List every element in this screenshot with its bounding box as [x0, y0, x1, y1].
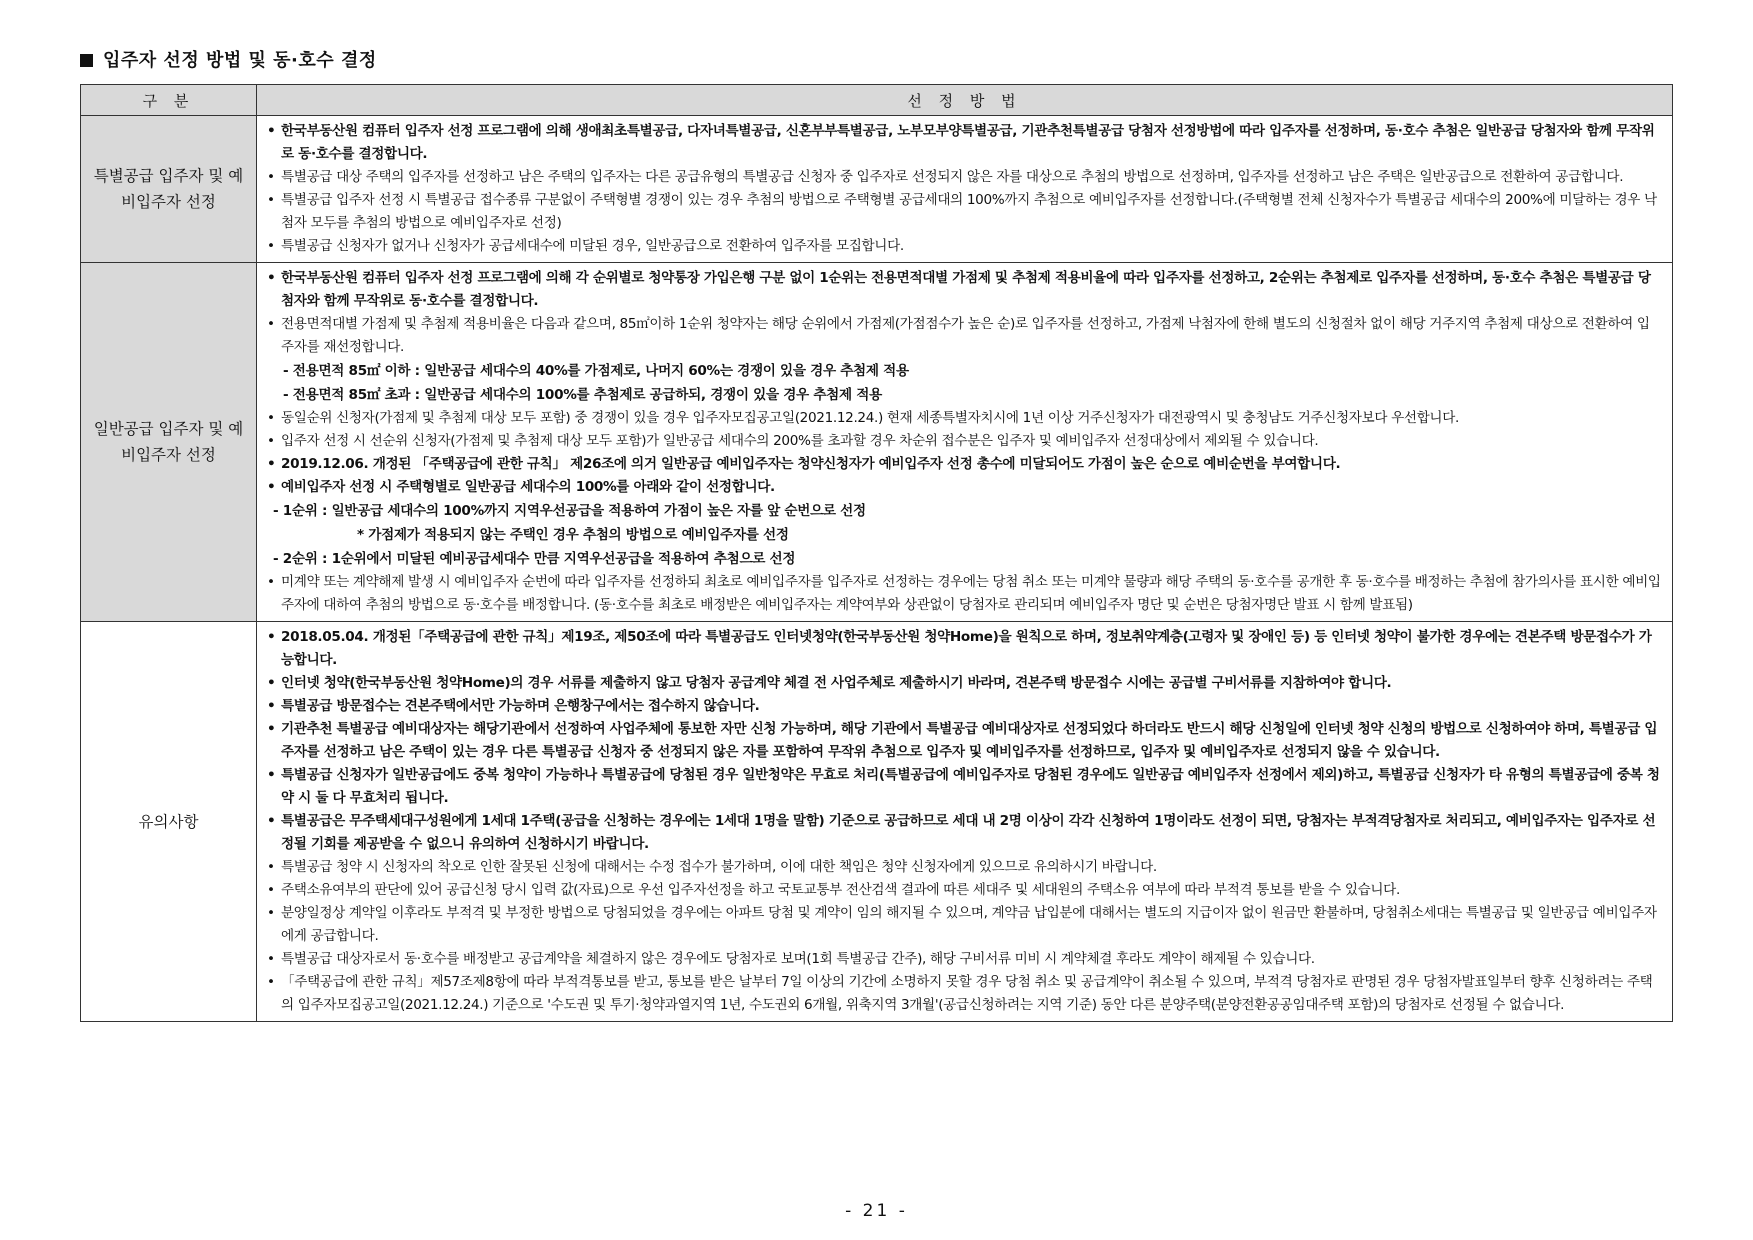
bullet-icon: •: [267, 270, 276, 286]
table-row: [81, 263, 1673, 622]
bullet-icon: •: [267, 629, 276, 645]
selection-method-table: [80, 84, 1673, 1022]
list-item: • 특별공급은 무주택세대구성원에게 1세대 1주택(공급을 신청하는 경우에는 1세대 1명을 말함) 기준으로 공급하므로 세대 내 2명 이상이 각각 신청하여 1명이라도 선정이 되면, 당첨자는 부적격당첨자로 처리되고, 예비입주자는 입주자로 선정될 기회를 제공받을 수 없으니 유의하여 신청하시기 바랍니다.: [267, 810, 1662, 856]
list-item: • 인터넷 청약(한국부동산원 청약Home)의 경우 서류를 제출하지 않고 당첨자 공급계약 체결 전 사업주체로 제출하시기 바라며, 견본주택 방문접수 시에는 공급별 구비서류를 지참하여야 합니다.: [267, 672, 1662, 695]
list-item: • 「주택공급에 관한 규칙」제57조제8항에 따라 부적격통보를 받고, 통보를 받은 날부터 7일 이상의 기간에 소명하지 못할 경우 당첨 취소 및 공급계약이 취소될 수 있으며, 부적격 당첨자로 판명된 경우 당첨자발표일부터 향후 신청하려는 주택의 입주자모집공고일(2021.12.24.) 기준으로 '수도권 및 투기·청약과열지역 1년, 수도권외 6개월, 위축지역 3개월'(공급신청하려는 지역 기준) 동안 다른 분양주택(분양전환공공임대주택 포함)의 당첨자로 선정될 수 없습니다.: [267, 971, 1662, 1017]
list-item: • 특별공급 방문접수는 견본주택에서만 가능하며 은행창구에서는 접수하지 않습니다.: [267, 695, 1662, 718]
bullet-icon: •: [267, 316, 275, 332]
header-category: 구 분: [81, 85, 257, 116]
list-item: • 주택소유여부의 판단에 있어 공급신청 당시 입력 값(자료)으로 우선 입주자선정을 하고 국토교통부 전산검색 결과에 따른 세대주 및 세대원의 주택소유 여부에 따라 부적격 통보를 받을 수 있습니다.: [267, 879, 1662, 902]
bullet-icon: •: [267, 479, 276, 495]
list-item: • 특별공급 신청자가 일반공급에도 중복 청약이 가능하나 특별공급에 당첨된 경우 일반청약은 무효로 처리(특별공급에 예비입주자로 당첨된 경우에도 일반공급 예비입주자 선정에서 제외)하고, 특별공급 신청자가 타 유형의 특별공급에 중복 청약 시 둘 다 무효처리 됩니다.: [267, 764, 1662, 810]
bullet-icon: •: [267, 974, 275, 990]
list-item: • 분양일정상 계약일 이후라도 부적격 및 부정한 방법으로 당첨되었을 경우에는 아파트 당첨 및 계약이 임의 해지될 수 있으며, 계약금 납입분에 대해서는 별도의 지급이자 없이 원금만 환불하며, 당첨취소세대는 특별공급 및 일반공급 예비입주자에게 공급합니다.: [267, 902, 1662, 948]
bullet-icon: •: [267, 433, 275, 449]
list-item: • 특별공급 대상자로서 동·호수를 배정받고 공급계약을 체결하지 않은 경우에도 당첨자로 보며(1회 특별공급 간주), 해당 구비서류 미비 시 계약체결 후라도 계약이 해제될 수 있습니다.: [267, 948, 1662, 971]
table-header-row: [81, 85, 1673, 116]
page-number: - 21 -: [845, 1201, 908, 1221]
list-item: • 특별공급 신청자가 없거나 신청자가 공급세대수에 미달된 경우, 일반공급으로 전환하여 입주자를 모집합니다.: [267, 235, 1662, 258]
list-item: • 미계약 또는 계약해제 발생 시 예비입주자 순번에 따라 입주자를 선정하되 최초로 예비입주자를 입주자로 선정하는 경우에는 당첨 취소 또는 미계약 물량과 해당 주택의 동·호수를 공개한 후 동·호수를 배정하는 추첨에 참가의사를 표시한 예비입주자에 대하여 추첨의 방법으로 동·호수를 배정합니다. (동·호수를 최초로 배정받은 예비입주자는 계약여부와 상관없이 당첨자로 관리되며 예비입주자 명단 및 순번은 당첨자명단 발표 시 함께 발표됨): [267, 571, 1662, 617]
bullet-icon: •: [267, 192, 275, 208]
sub-item: - 전용면적 85㎡ 이하 : 일반공급 세대수의 40%를 가점제로, 나머지 60%는 경쟁이 있을 경우 추첨제 적용: [283, 363, 909, 379]
row-category: 일반공급 입주자 및 예비입주자 선정: [81, 263, 257, 622]
list-item: • 예비입주자 선정 시 주택형별로 일반공급 세대수의 100%를 아래와 같이 선정합니다.: [267, 476, 1662, 499]
list-item: • 기관추천 특별공급 예비대상자는 해당기관에서 선정하여 사업주체에 통보한 자만 신청 가능하며, 해당 기관에서 특별공급 예비대상자로 선정되었다 하더라도 반드시 해당 신청일에 인터넷 청약 신청의 방법으로 신청하여야 하며, 특별공급 입주자를 선정하고 남은 주택이 있는 경우 다른 특별공급 신청자 중 선정되지 않은 자를 포함하여 무작위 추첨으로 입주자 및 예비입주자를 선정하므로, 입주자 및 예비입주자로 선정되지 않을 수 있습니다.: [267, 718, 1662, 764]
row-category: 특별공급 입주자 및 예비입주자 선정: [81, 116, 257, 263]
bullet-icon: •: [267, 456, 276, 472]
bullet-icon: •: [267, 721, 276, 737]
section-title: 입주자 선정 방법 및 동·호수 결정: [80, 46, 377, 72]
table-row: [81, 622, 1673, 1022]
list-item: • 특별공급 대상 주택의 입주자를 선정하고 남은 주택의 입주자는 다른 공급유형의 특별공급 신청자 중 입주자로 선정되지 않은 자를 대상으로 추첨의 방법으로 선정하며, 입주자를 선정하고 남은 주택은 일반공급으로 전환하여 공급합니다.: [267, 166, 1662, 189]
bullet-icon: •: [267, 882, 275, 898]
list-item: • 동일순위 신청자(가점제 및 추첨제 대상 모두 포함) 중 경쟁이 있을 경우 입주자모집공고일(2021.12.24.) 현재 세종특별자치시에 1년 이상 거주신청자가 대전광역시 및 충청남도 거주신청자보다 우선합니다.: [267, 407, 1662, 430]
bullet-icon: •: [267, 675, 276, 691]
bullet-icon: •: [267, 951, 275, 967]
list-item: • 특별공급 입주자 선정 시 특별공급 접수종류 구분없이 주택형별 경쟁이 있는 경우 추첨의 방법으로 주택형별 공급세대의 100%까지 추첨으로 예비입주자를 선정합니다.(주택형별 전체 신청자수가 특별공급 세대수의 200%에 미달하는 경우 낙첨자 모두를 추첨의 방법으로 예비입주자로 선정): [267, 189, 1662, 235]
row-content: [257, 263, 1673, 622]
bullet-icon: •: [267, 169, 275, 185]
row-category: 유의사항: [81, 622, 257, 1022]
bullet-icon: •: [267, 410, 275, 426]
list-item: • 2019.12.06. 개정된 「주택공급에 관한 규칙」 제26조에 의거 일반공급 예비입주자는 청약신청자가 예비입주자 선정 총수에 미달되어도 가점이 높은 순으로 예비순번을 부여합니다.: [267, 453, 1662, 476]
bullet-icon: •: [267, 123, 276, 139]
bullet-icon: •: [267, 905, 275, 921]
list-item: • 한국부동산원 컴퓨터 입주자 선정 프로그램에 의해 각 순위별로 청약통장 가입은행 구분 없이 1순위는 전용면적대별 가점제 및 추첨제 적용비율에 따라 입주자를 선정하고, 2순위는 추첨제로 입주자를 선정하며, 동·호수 추첨은 특별공급 당첨자와 함께 무작위로 동·호수를 결정합니다.: [267, 267, 1662, 313]
row-content: [257, 116, 1673, 263]
list-item: • 전용면적대별 가점제 및 추첨제 적용비율은 다음과 같으며, 85㎡이하 1순위 청약자는 해당 순위에서 가점제(가점점수가 높은 순)로 입주자를 선정하고, 가점제 낙첨자에 한해 별도의 신청절차 없이 해당 거주지역 추첨제 대상으로 전환하여 입주자를 재선정합니다.: [267, 313, 1662, 359]
list-item: • 한국부동산원 컴퓨터 입주자 선정 프로그램에 의해 생애최초특별공급, 다자녀특별공급, 신혼부부특별공급, 노부모부양특별공급, 기관추천특별공급 당첨자 선정방법에 따라 입주자를 선정하며, 동·호수 추첨은 일반공급 당첨자와 함께 무작위로 동·호수를 결정합니다.: [267, 120, 1662, 166]
sub-item: - 2순위 : 1순위에서 미달된 예비공급세대수 만큼 지역우선공급을 적용하여 추첨으로 선정: [273, 551, 796, 567]
bullet-icon: •: [267, 767, 276, 783]
row-content: [257, 622, 1673, 1022]
bullet-icon: •: [267, 238, 275, 254]
list-item: • 특별공급 청약 시 신청자의 착오로 인한 잘못된 신청에 대해서는 수정 접수가 불가하며, 이에 대한 책임은 청약 신청자에게 있으므로 유의하시기 바랍니다.: [267, 856, 1662, 879]
sub-item-note: * 가점제가 적용되지 않는 주택인 경우 추첨의 방법으로 예비입주자를 선정: [357, 527, 789, 543]
sub-item: - 전용면적 85㎡ 초과 : 일반공급 세대수의 100%를 추첨제로 공급하되, 경쟁이 있을 경우 추첨제 적용: [283, 387, 882, 403]
bullet-icon: •: [267, 698, 276, 714]
bullet-icon: •: [267, 859, 275, 875]
bullet-icon: •: [267, 813, 276, 829]
square-bullet-icon: [80, 54, 93, 67]
sub-item: - 1순위 : 일반공급 세대수의 100%까지 지역우선공급을 적용하여 가점이 높은 자를 앞 순번으로 선정: [273, 503, 866, 519]
list-item: • 2018.05.04. 개정된「주택공급에 관한 규칙」제19조, 제50조에 따라 특별공급도 인터넷청약(한국부동산원 청약Home)을 원칙으로 하며, 정보취약계층(고령자 및 장애인 등) 등 인터넷 청약이 불가한 경우에는 견본주택 방문접수가 가능합니다.: [267, 626, 1662, 672]
header-method: 선 정 방 법: [257, 85, 1673, 116]
list-item: • 입주자 선정 시 선순위 신청자(가점제 및 추첨제 대상 모두 포함)가 일반공급 세대수의 200%를 초과할 경우 차순위 접수분은 입주자 및 예비입주자 선정대상에서 제외될 수 있습니다.: [267, 430, 1662, 453]
table-row: [81, 116, 1673, 263]
bullet-icon: •: [267, 574, 275, 590]
